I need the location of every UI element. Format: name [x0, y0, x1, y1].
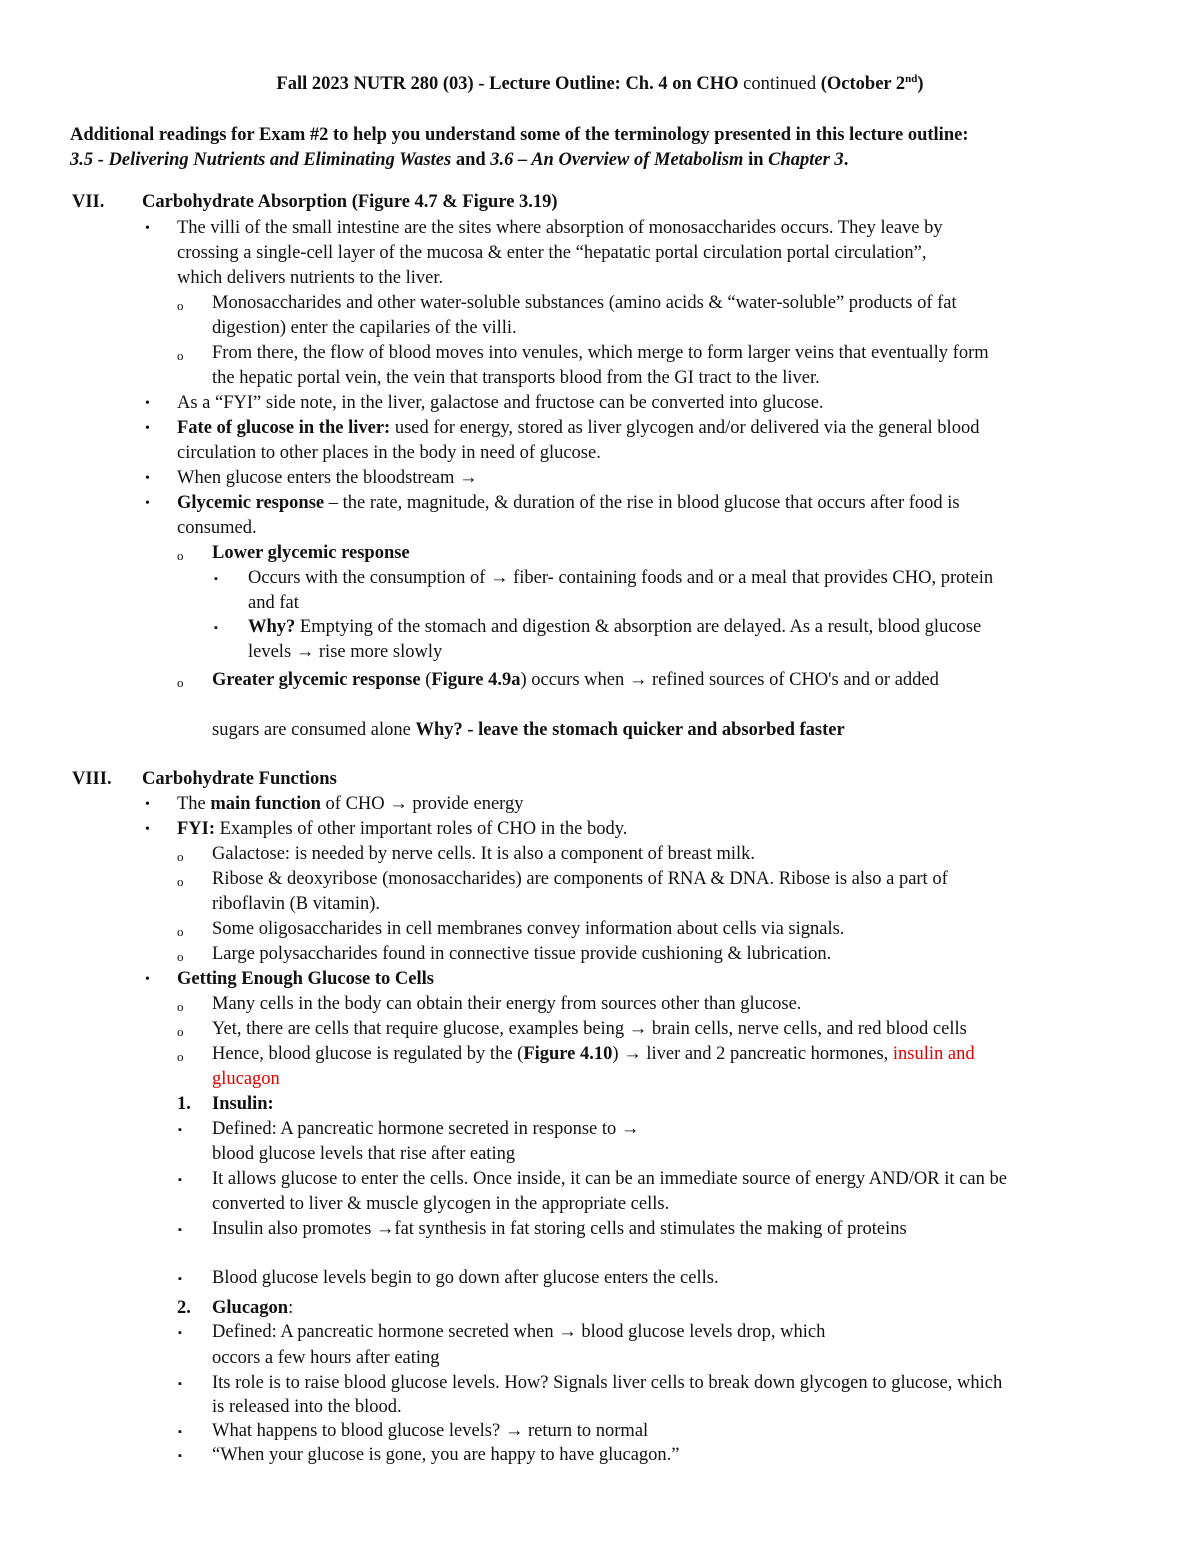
- text-line: The main function of CHO → provide energy: [177, 794, 524, 814]
- text-line: and fat: [248, 593, 299, 613]
- circle-bullet-icon: o: [177, 1024, 184, 1039]
- square-bullet-icon: ▪: [178, 1273, 182, 1285]
- section-heading-functions: Carbohydrate Functions: [142, 769, 337, 789]
- circle-bullet-icon: o: [177, 999, 184, 1014]
- text-line: What happens to blood glucose levels? → return to normal: [212, 1421, 649, 1441]
- text-line: FYI: Examples of other important roles of CHO in the body.: [177, 819, 628, 839]
- text-line: It allows glucose to enter the cells. Once inside, it can be an immediate source of energy AND/OR it can be: [212, 1169, 1007, 1189]
- text-line: glucagon: [212, 1069, 280, 1089]
- text-line: Greater glycemic response (Figure 4.9a) occurs when → refined sources of CHO's and or added: [212, 670, 939, 690]
- circle-bullet-icon: o: [177, 849, 184, 864]
- text-line: “When your glucose is gone, you are happy to have glucagon.”: [212, 1445, 680, 1465]
- circle-bullet-icon: o: [177, 874, 184, 889]
- bullet-icon: •: [145, 822, 150, 837]
- text-line: Large polysaccharides found in connective tissue provide cushioning & lubrication.: [212, 944, 832, 964]
- intro-references: 3.5 - Delivering Nutrients and Eliminating Wastes and 3.6 – An Overview of Metabolism in Chapter 3.: [70, 150, 849, 170]
- text-line: crossing a single-cell layer of the mucosa & enter the “hepatatic portal circulation portal circulation”,: [177, 243, 927, 263]
- intro-line: Additional readings for Exam #2 to help you understand some of the terminology presented in this lecture outline:: [70, 125, 969, 145]
- circle-bullet-icon: o: [177, 298, 184, 313]
- circle-bullet-icon: o: [177, 348, 184, 363]
- section-heading-absorption: Carbohydrate Absorption (Figure 4.7 & Figure 3.19): [142, 192, 558, 212]
- bullet-icon: •: [145, 471, 150, 486]
- square-bullet-icon: ▪: [178, 1124, 182, 1136]
- text-line: Yet, there are cells that require glucose, examples being → brain cells, nerve cells, and red blood cells: [212, 1019, 967, 1039]
- section-numeral-vii: VII.: [72, 192, 105, 212]
- text-line: levels → rise more slowly: [248, 642, 443, 662]
- bullet-icon: •: [145, 972, 150, 987]
- text-line: Why? Emptying of the stomach and digestion & absorption are delayed. As a result, blood glucose: [248, 617, 982, 637]
- square-bullet-icon: ▪: [178, 1174, 182, 1186]
- text-line: Its role is to raise blood glucose levels. How? Signals liver cells to break down glycogen to glucose, which: [212, 1373, 1003, 1393]
- text-line: which delivers nutrients to the liver.: [177, 268, 444, 288]
- section-numeral-viii: VIII.: [72, 769, 112, 789]
- circle-bullet-icon: o: [177, 675, 184, 690]
- circle-bullet-icon: o: [177, 924, 184, 939]
- bullet-icon: •: [145, 221, 150, 236]
- text-line: As a “FYI” side note, in the liver, galactose and fructose can be converted into glucose.: [177, 393, 824, 413]
- text-line: the hepatic portal vein, the vein that transports blood from the GI tract to the liver.: [212, 368, 820, 388]
- bullet-icon: •: [145, 421, 150, 436]
- list-number: 2.: [177, 1298, 191, 1318]
- text-line: blood glucose levels that rise after eating: [212, 1144, 516, 1164]
- text-line: Defined: A pancreatic hormone secreted when → blood glucose levels drop, which: [212, 1322, 826, 1342]
- square-bullet-icon: ▪: [178, 1426, 182, 1438]
- text-line: Many cells in the body can obtain their energy from sources other than glucose.: [212, 994, 802, 1014]
- circle-bullet-icon: o: [177, 949, 184, 964]
- square-bullet-icon: ▪: [178, 1327, 182, 1339]
- text-line: Occurs with the consumption of → fiber- containing foods and or a meal that provides CHO, protein: [248, 568, 994, 588]
- circle-bullet-icon: o: [177, 1049, 184, 1064]
- square-bullet-icon: ▪: [178, 1224, 182, 1236]
- subheading-insulin: Insulin:: [212, 1094, 274, 1114]
- text-line: The villi of the small intestine are the sites where absorption of monosaccharides occurs. They leave by: [177, 218, 943, 238]
- text-line: consumed.: [177, 518, 257, 538]
- text-line: Getting Enough Glucose to Cells: [177, 969, 434, 989]
- text-line: When glucose enters the bloodstream →: [177, 468, 478, 488]
- text-line: Defined: A pancreatic hormone secreted in response to →: [212, 1119, 640, 1139]
- text-line: Ribose & deoxyribose (monosaccharides) are components of RNA & DNA. Ribose is also a part of: [212, 869, 948, 889]
- text-line: Lower glycemic response: [212, 543, 410, 563]
- text-line: Galactose: is needed by nerve cells. It is also a component of breast milk.: [212, 844, 756, 864]
- circle-bullet-icon: o: [177, 548, 184, 563]
- text-line: sugars are consumed alone Why? - leave the stomach quicker and absorbed faster: [212, 720, 845, 740]
- subheading-glucagon: Glucagon:: [212, 1298, 294, 1318]
- text-line: digestion) enter the capilaries of the villi.: [212, 318, 517, 338]
- text-line: Blood glucose levels begin to go down after glucose enters the cells.: [212, 1268, 719, 1288]
- text-line: Glycemic response – the rate, magnitude, & duration of the rise in blood glucose that occurs after food is: [177, 493, 960, 513]
- bullet-icon: •: [145, 396, 150, 411]
- text-line: converted to liver & muscle glycogen in the appropriate cells.: [212, 1194, 670, 1214]
- text-line: From there, the flow of blood moves into venules, which merge to form larger veins that eventually form: [212, 343, 989, 363]
- text-line: Fate of glucose in the liver: used for energy, stored as liver glycogen and/or delivered via the general blood: [177, 418, 980, 438]
- square-bullet-icon: ▪: [178, 1378, 182, 1390]
- text-line: Monosaccharides and other water-soluble substances (amino acids & “water-soluble” products of fat: [212, 293, 957, 313]
- text-line: is released into the blood.: [212, 1397, 402, 1417]
- page-title: Fall 2023 NUTR 280 (03) - Lecture Outline: Ch. 4 on CHO continued (October 2nd): [276, 72, 924, 94]
- bullet-icon: •: [145, 496, 150, 511]
- bullet-icon: •: [145, 797, 150, 812]
- list-number: 1.: [177, 1094, 191, 1114]
- square-bullet-icon: ▪: [214, 622, 218, 634]
- text-line: occors a few hours after eating: [212, 1348, 440, 1368]
- text-line: Hence, blood glucose is regulated by the (Figure 4.10) → liver and 2 pancreatic hormones, insulin and: [212, 1044, 975, 1064]
- square-bullet-icon: ▪: [178, 1450, 182, 1462]
- text-line: riboflavin (B vitamin).: [212, 894, 381, 914]
- text-line: Some oligosaccharides in cell membranes convey information about cells via signals.: [212, 919, 845, 939]
- text-line: Insulin also promotes →fat synthesis in fat storing cells and stimulates the making of proteins: [212, 1219, 907, 1239]
- text-line: circulation to other places in the body in need of glucose.: [177, 443, 601, 463]
- square-bullet-icon: ▪: [214, 573, 218, 585]
